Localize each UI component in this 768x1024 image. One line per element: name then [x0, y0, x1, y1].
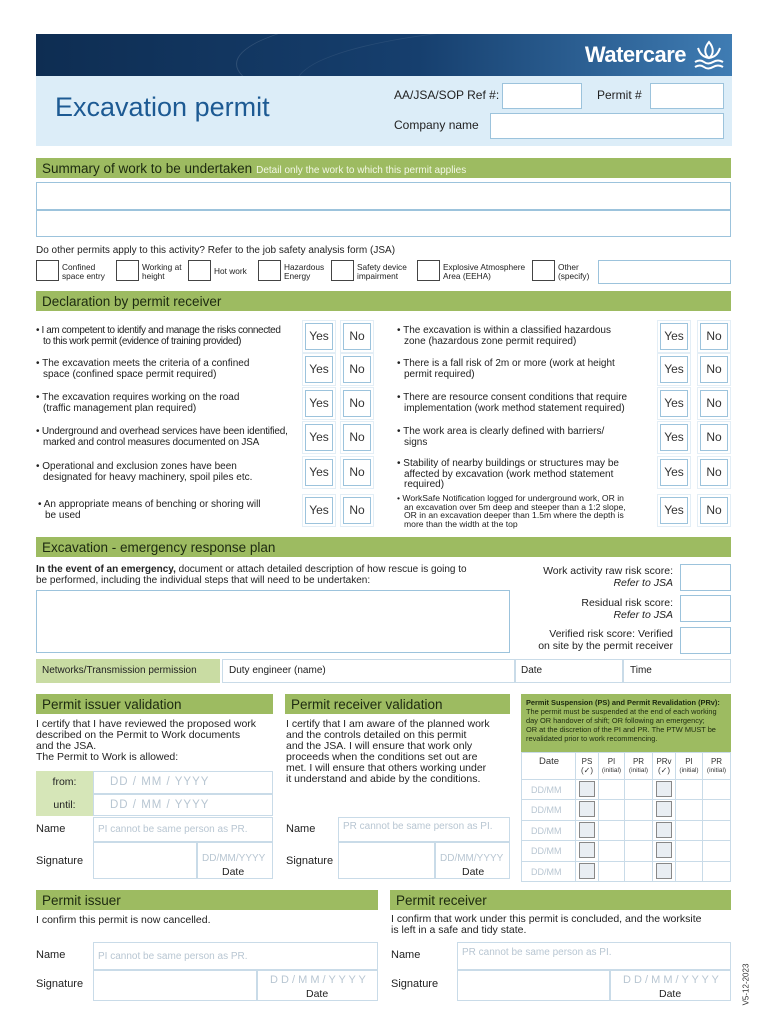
yes-left-4[interactable]: Yes: [305, 424, 333, 451]
suspension-header-pr: PR (initial): [628, 757, 649, 774]
company-name-label: Company name: [394, 118, 479, 132]
prv-checkbox-row-4[interactable]: [656, 842, 672, 858]
permit-receiver-header: Permit receiver: [390, 890, 731, 910]
suspension-header-ps: PS (✓): [580, 757, 594, 775]
no-right-4[interactable]: No: [700, 424, 728, 451]
summary-subtitle: Detail only the work to which this permit applies: [256, 165, 467, 176]
verified-risk-label: Verified risk score: Verified on site by the permit receiver: [538, 628, 673, 652]
duty-engineer-input[interactable]: Duty engineer (name): [222, 659, 515, 683]
receiver-signature-label: Signature: [391, 978, 439, 990]
ps-checkbox-row-4[interactable]: [579, 842, 595, 858]
checkbox-hot-work[interactable]: [188, 260, 211, 281]
suspension-row-5-date[interactable]: DD/MM: [531, 867, 562, 877]
permit-number-input[interactable]: [650, 83, 724, 109]
prv-checkbox-row-2[interactable]: [656, 801, 672, 817]
ps-checkbox-row-3[interactable]: [579, 822, 595, 838]
declaration-left-4: • Underground and overhead services have been identified, marked and control measures documented on JSA: [36, 426, 288, 448]
no-left-1[interactable]: No: [343, 323, 371, 350]
issuer-signature-label: Signature: [36, 978, 84, 990]
version-label: V5-12-2023: [741, 963, 751, 1006]
summary-input-line-1[interactable]: [36, 182, 731, 210]
declaration-right-1: • The excavation is within a classified hazardous zone (hazardous zone permit required): [397, 325, 611, 347]
issuer-validation-signature-input[interactable]: [93, 842, 197, 879]
raw-risk-input[interactable]: [680, 564, 731, 591]
other-specify-input[interactable]: [598, 260, 731, 284]
issuer-validation-header: Permit issuer validation: [36, 694, 273, 714]
no-left-2[interactable]: No: [343, 356, 371, 383]
residual-risk-label: Residual risk score: Refer to JSA: [581, 597, 673, 621]
checkbox-explosive-atmosphere[interactable]: [417, 260, 440, 281]
issuer-cancel-text: I confirm this permit is now cancelled.: [36, 914, 211, 926]
suspension-row-2-date[interactable]: DD/MM: [531, 805, 562, 815]
issuer-validation-signature-label: Signature: [36, 855, 84, 867]
networks-label-cell: Networks/Transmission permission: [36, 659, 220, 683]
no-right-6[interactable]: No: [700, 497, 728, 524]
issuer-name-label: Name: [36, 949, 66, 961]
prv-checkbox-row-1[interactable]: [656, 781, 672, 797]
suspension-info-box: Permit Suspension (PS) and Permit Revalidation (PRv): The permit must be suspended at the end of each working day OR handover of shift; OR following an emergency; OR at the discretion of the PI and PR. The PTW MUST be revalidated prior to work recommencing.: [521, 694, 731, 752]
declaration-right-2: • There is a fall risk of 2m or more (work at height permit required): [397, 358, 615, 380]
receiver-date-input[interactable]: D D / M M / Y Y Y Y Date: [610, 970, 731, 1001]
issuer-validation-name-label: Name: [36, 823, 66, 835]
raw-risk-label: Work activity raw risk score: Refer to JSA: [543, 565, 673, 589]
receiver-validation-date-input[interactable]: DD/MM/YYYY Date: [435, 842, 510, 879]
receiver-conclude-text: I confirm that work under this permit is concluded, and the worksite is left in a safe and tidy state.: [391, 913, 702, 936]
emergency-plan-input[interactable]: [36, 590, 510, 653]
label-hazardous-energy: Hazardous Energy: [284, 262, 325, 281]
label-safety-device: Safety device impairment: [357, 262, 407, 281]
declaration-left-6: • An appropriate means of benching or shoring will be used: [38, 499, 261, 521]
ps-checkbox-row-1[interactable]: [579, 781, 595, 797]
yes-right-6[interactable]: Yes: [660, 497, 688, 524]
permit-number-label: Permit #: [597, 88, 642, 102]
other-permits-question: Do other permits apply to this activity? Refer to the job safety analysis form (JSA): [36, 245, 396, 256]
declaration-left-1: • I am competent to identify and manage the risks connected to this work permit (evidence of training provided): [36, 325, 281, 347]
no-left-5[interactable]: No: [343, 459, 371, 486]
prv-checkbox-row-3[interactable]: [656, 822, 672, 838]
header-banner: [36, 34, 732, 76]
suspension-header-pr-2: PR (initial): [706, 757, 727, 774]
receiver-validation-name-label: Name: [286, 823, 316, 835]
until-date-input[interactable]: DD / MM / YYYY: [93, 794, 273, 816]
checkbox-hazardous-energy[interactable]: [258, 260, 281, 281]
brand-logo-text: Watercare: [584, 42, 686, 67]
receiver-name-label: Name: [391, 949, 421, 961]
ps-checkbox-row-2[interactable]: [579, 801, 595, 817]
suspension-header-pi-2: PI (initial): [679, 757, 699, 774]
ref-label: AA/JSA/SOP Ref #:: [394, 88, 500, 102]
suspension-header-date: Date: [538, 756, 560, 767]
yes-right-1[interactable]: Yes: [660, 323, 688, 350]
declaration-right-6: • WorkSafe Notification logged for underground work, OR in an excavation over 5m deep and steeper than a 1:2 slope, OR in an excavation deeper than 1.5m where the depth is more than the width at the top: [397, 493, 626, 530]
declaration-title: Declaration by permit receiver: [42, 294, 222, 309]
issuer-name-input[interactable]: PI cannot be same person as PR.: [93, 942, 378, 970]
no-left-6[interactable]: No: [343, 497, 371, 524]
ps-checkbox-row-5[interactable]: [579, 863, 595, 879]
page-title: Excavation permit: [55, 92, 270, 122]
suspension-header-prv: PRv (✓): [656, 757, 672, 775]
summary-section-header: [36, 158, 731, 178]
verified-risk-input[interactable]: [680, 627, 731, 654]
label-confined-space: Confined space entry: [62, 262, 105, 281]
issuer-validation-date-input[interactable]: DD/MM/YYYY Date: [197, 842, 273, 879]
permit-issuer-header: Permit issuer: [36, 890, 378, 910]
receiver-name-input[interactable]: PR cannot be same person as PI.: [457, 942, 731, 970]
checkbox-working-at-height[interactable]: [116, 260, 139, 281]
from-label: from:: [36, 771, 93, 794]
no-right-2[interactable]: No: [700, 356, 728, 383]
declaration-section-header: [36, 291, 731, 311]
until-label: until:: [36, 794, 93, 816]
no-right-5[interactable]: No: [700, 459, 728, 486]
declaration-right-4: • The work area is clearly defined with barriers/ signs: [397, 426, 605, 448]
yes-right-4[interactable]: Yes: [660, 424, 688, 451]
label-working-at-height: Working at height: [142, 262, 182, 281]
declaration-right-3: • There are resource consent conditions that require implementation (work method statement required): [397, 392, 628, 414]
ref-input[interactable]: [502, 83, 582, 109]
from-date-input[interactable]: DD / MM / YYYY: [93, 771, 273, 794]
no-left-4[interactable]: No: [343, 424, 371, 451]
prv-checkbox-row-5[interactable]: [656, 863, 672, 879]
yes-right-3[interactable]: Yes: [660, 390, 688, 417]
no-left-3[interactable]: No: [343, 390, 371, 417]
summary-input-line-2[interactable]: [36, 210, 731, 237]
suspension-row-4-date[interactable]: DD/MM: [531, 846, 562, 856]
company-name-input[interactable]: [490, 113, 724, 139]
receiver-validation-signature-label: Signature: [286, 855, 334, 867]
residual-risk-input[interactable]: [680, 595, 731, 622]
receiver-validation-text: I certify that I am aware of the planned work and the controls detailed on this permit and the JSA. I will ensure that work only proceeds when the conditions set out are met. I will ensure that others working under it understand and abide by the conditions.: [286, 718, 490, 785]
no-right-3[interactable]: No: [700, 390, 728, 417]
receiver-validation-header: Permit receiver validation: [285, 694, 510, 714]
label-hot-work: Hot work: [214, 266, 247, 276]
suspension-header-pi: PI (initial): [601, 757, 622, 774]
yes-left-6[interactable]: Yes: [305, 497, 333, 524]
watercare-logo-icon: [692, 38, 726, 72]
no-right-1[interactable]: No: [700, 323, 728, 350]
receiver-validation-name-input[interactable]: PR cannot be same person as PI.: [338, 817, 510, 842]
checkbox-safety-device[interactable]: [331, 260, 354, 281]
summary-title: Summary of work to be undertaken: [42, 161, 253, 176]
declaration-right-5: • Stability of nearby buildings or structures may be affected by excavation (work method statement required): [397, 458, 619, 491]
yes-left-1[interactable]: Yes: [305, 323, 333, 350]
issuer-validation-name-input[interactable]: PI cannot be same person as PR.: [93, 817, 273, 842]
networks-time-input[interactable]: Time: [623, 659, 731, 683]
yes-left-5[interactable]: Yes: [305, 459, 333, 486]
emergency-title: Excavation - emergency response plan: [42, 540, 276, 555]
yes-right-2[interactable]: Yes: [660, 356, 688, 383]
receiver-signature-input[interactable]: [457, 970, 610, 1001]
yes-left-2[interactable]: Yes: [305, 356, 333, 383]
issuer-signature-input[interactable]: [93, 970, 257, 1001]
checkbox-other[interactable]: [532, 260, 555, 281]
declaration-left-2: • The excavation meets the criteria of a confined space (confined space permit required): [36, 358, 250, 380]
emergency-instructions: In the event of an emergency, document or attach detailed description of how rescue is going to be performed, including the individual steps that will need to be undertaken:: [36, 564, 467, 586]
suspension-row-3-date[interactable]: DD/MM: [531, 826, 562, 836]
networks-date-input[interactable]: Date: [515, 659, 623, 683]
label-explosive-atmosphere: Explosive Atmosphere Area (EEHA): [443, 262, 526, 281]
yes-left-3[interactable]: Yes: [305, 390, 333, 417]
emergency-section-header: [36, 537, 731, 557]
issuer-validation-text: I certify that I have reviewed the proposed work described on the Permit to Work documents and the JSA. The Permit to Work is allowed:: [36, 718, 257, 763]
declaration-left-5: • Operational and exclusion zones have been designated for heavy machinery, spoil piles etc.: [36, 461, 253, 483]
checkbox-confined-space[interactable]: [36, 260, 59, 281]
receiver-validation-signature-input[interactable]: [338, 842, 435, 879]
yes-right-5[interactable]: Yes: [660, 459, 688, 486]
declaration-left-3: • The excavation requires working on the road (traffic management plan required): [36, 392, 240, 414]
suspension-row-1-date[interactable]: DD/MM: [531, 785, 562, 795]
issuer-date-input[interactable]: D D / M M / Y Y Y Y Date: [257, 970, 378, 1001]
label-other: Other (specify): [558, 262, 590, 281]
